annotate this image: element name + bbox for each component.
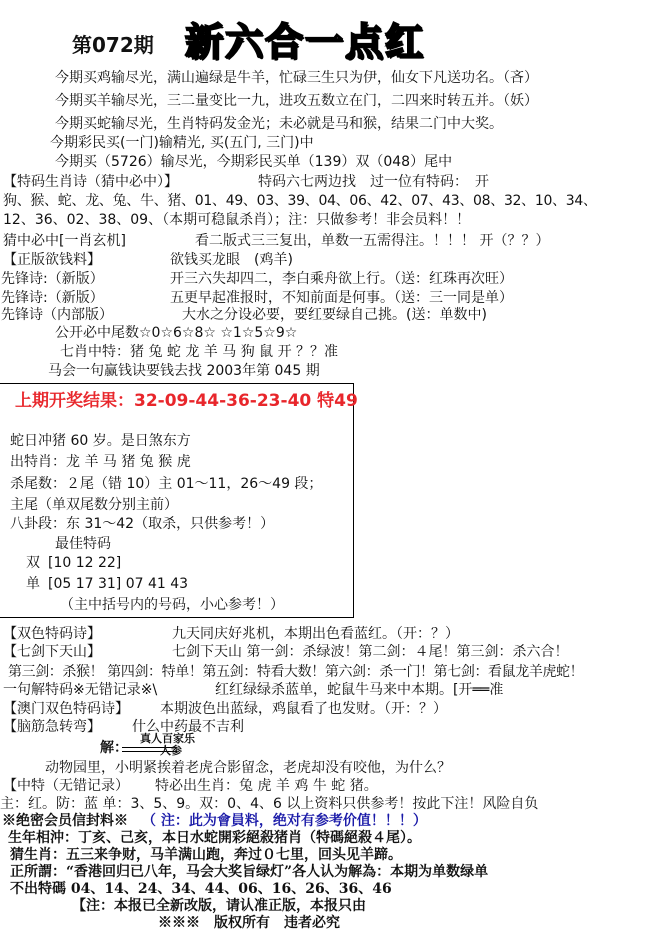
box-line: 蛇日冲猪 60 岁。是日煞东方	[10, 433, 191, 449]
horse-saying: 马会一句赢钱诀要钱去找 2003年第 045 期	[48, 363, 320, 379]
bottom-line: 生年相沖：丁亥、己亥，本日水蛇開彩絕殺猪肖（特碼絕殺４尾）。	[8, 830, 421, 846]
row-label: 【正版欲钱料】	[3, 252, 101, 268]
bottom-line: 不出特碼 04、14、24、34、44、06、16、26、36、46	[10, 881, 392, 897]
row-label: 先锋诗:（新版）	[1, 290, 104, 306]
last-result: 上期开奖结果：32-09-44-36-23-40 特49	[15, 391, 358, 411]
box-note: （主中括号内的号码，小心参考！）	[60, 597, 284, 613]
row-text: 五更早起准报时，不知前面是何事。（送：三一同是单）	[170, 290, 513, 306]
bottom-line: 猜生肖：五三来争财，马羊满山跑，奔过０七里，回头见羊蹄。	[10, 847, 402, 863]
row-label: 猜中必中[一肖玄机]	[3, 233, 126, 249]
intro-line: 今期买羊输尽光，三二量变比一九，进攻五数立在门，二四来时转五并。（妖）	[55, 93, 538, 109]
box-line: 主尾（单双尾数分别主前）	[10, 497, 178, 513]
swords-line: 第三剑：杀猴！ 第四剑：特单！第五剑：特看大数！第六剑：杀一门！第七剑：看鼠龙羊虎蛇！	[8, 664, 584, 680]
row-text: 欲钱买龙眼 (鸡羊)	[170, 252, 293, 268]
intro-line: 今期买蛇输尽光，生肖特码发金光；未必就是马和猴，结果二门中大奖。	[55, 116, 503, 132]
zoo-riddle: 动物园里，小明紧挨着老虎合影留念，老虎却没有咬他，为什么？	[45, 760, 451, 776]
row-label: 【双色特码诗】	[3, 626, 101, 642]
best-code-label: 最佳特码	[55, 536, 111, 552]
poem-line: 狗、猴、蛇、龙、兔、牛、猪、01、49、03、39、04、06、42、07、43、08、32、10、34、	[3, 193, 597, 209]
riddle-answer-top: 真人百家乐	[140, 732, 195, 745]
row-text: 七剑下天山 第一剑：杀绿波！第二剑：４尾！第三剑：杀六合！	[172, 644, 569, 660]
riddle-answer-label: 解：	[100, 740, 128, 756]
title-logo: 新六合一点红	[185, 20, 426, 64]
row-text: 特必出生肖：兔 虎 羊 鸡 牛 蛇 猪。	[155, 778, 378, 794]
row-label: 【中特（无错记录）	[3, 778, 129, 794]
row-text: 什么中药最不吉利	[132, 719, 244, 735]
riddle-answer-bottom: 人参	[160, 744, 182, 757]
bottom-line: 正所謂：“香港回归已八年，马会大奖旨绿灯”各人认为解為：本期为单数绿单	[10, 864, 489, 880]
box-line: 杀尾数：２尾（错 10）主 01～11，26～49 段；	[10, 476, 323, 492]
intro-line: 今期买鸡输尽光，满山遍绿是牛羊，忙碌三生只为伊，仙女下凡送功名。（吝）	[55, 70, 538, 86]
box-line: 出特肖：龙 羊 马 猪 兔 猴 虎	[10, 454, 191, 470]
box-line: 八卦段：东 31～42（取杀，只供参考！）	[10, 516, 275, 532]
row-text: 本期波色出蓝绿，鸡鼠看了也发财。（开：？）	[160, 701, 447, 717]
secret-label: ※绝密会员信封料※	[2, 813, 128, 829]
row-text: 大水之分设必要，要红要绿自己挑。(送：单数中)	[182, 307, 487, 323]
poem-label: 【特码生肖诗（猜中必中）】	[3, 174, 178, 190]
row-label: 一句解特码※无错记录※\	[3, 682, 158, 698]
poem-text: 特码六七两边找 过一位有特码： 开	[258, 174, 489, 190]
copyright: ※※※ 版权所有 违者必究	[158, 915, 340, 931]
row-label: 先锋诗（内部版）	[1, 307, 113, 323]
even-label: 双	[26, 555, 40, 571]
row-label: 先锋诗:（新版）	[1, 271, 104, 287]
odd-label: 单	[26, 576, 40, 592]
seven-zodiac: 七肖中特：猪 兔 蛇 龙 羊 马 狗 鼠 开 ？？准	[60, 344, 339, 360]
poem-line: 12、36、02、38、09、（本期可稳鼠杀肖）；注：只做参考！非会员料！！	[3, 212, 471, 228]
tail-numbers: 公开必中尾数☆0☆6☆8☆ ☆1☆5☆9☆	[55, 325, 298, 341]
main-pick: 主：红。防：蓝 单：3、5、9。双：0、4、6 以上资料只供参考！按此下注！风险自负	[0, 796, 539, 812]
intro-line: 今期彩民买(一门)输精光, 买(五门, 三门)中	[50, 135, 314, 151]
row-label: 【脑筋急转弯】	[3, 719, 101, 735]
even-numbers: [10 12 22]	[48, 555, 122, 571]
issue-number: 第072期	[72, 33, 154, 57]
row-label: 【澳门双色特码诗】	[3, 701, 129, 717]
intro-line: 今期买（5726）输尽光，今期彩民买单（139）双（048）尾中	[55, 154, 453, 170]
row-text: 看二版式三三复出，单数一五需得注。！！！ 开（？？）	[195, 233, 550, 249]
row-text: 红红绿绿杀蓝单，蛇鼠牛马来中本期。[开══准	[215, 682, 504, 698]
row-label: 【七剑下天山】	[3, 644, 101, 660]
row-text: 九天同庆好兆机，本期出色看蓝红。（开：？）	[172, 626, 459, 642]
odd-numbers: [05 17 31] 07 41 43	[48, 576, 189, 592]
row-text: 开三六失却四二，李白乘舟欲上行。（送：红珠再次旺）	[170, 271, 513, 287]
secret-note: （ 注：此为會員料，绝对有参考价值！！！）	[142, 813, 427, 829]
notice: 【注：本报已全新改版，请认准正版，本报只由	[72, 898, 366, 914]
